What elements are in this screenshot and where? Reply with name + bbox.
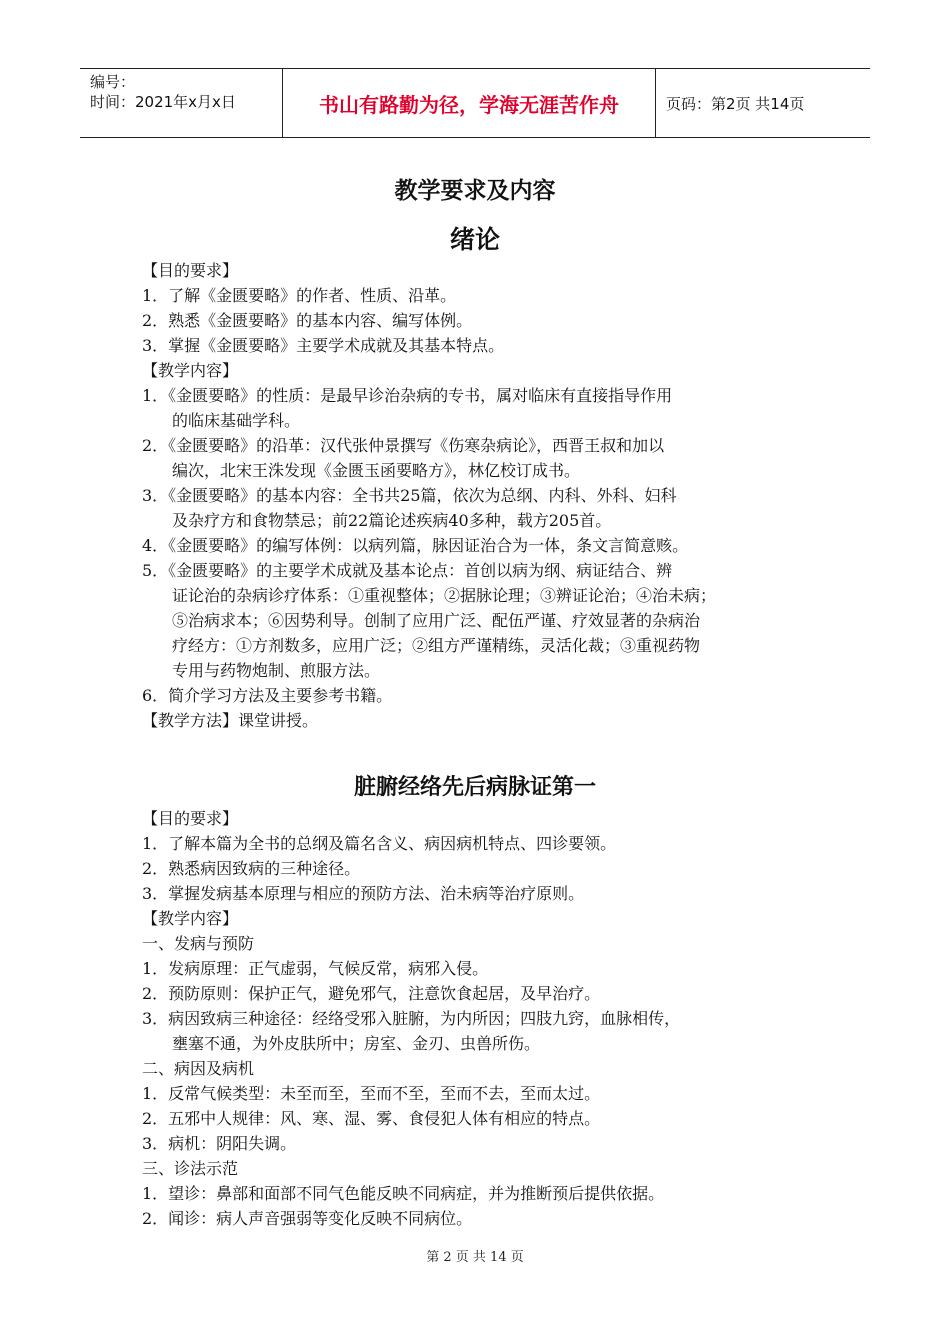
text-line: 2．五邪中人规律：风、寒、湿、雾、食侵犯人体有相应的特点。 xyxy=(142,1109,601,1128)
page-footer: 第 2 页 共 14 页 xyxy=(426,1250,524,1265)
text-line: 【教学方法】课堂讲授。 xyxy=(142,711,319,730)
header-left-cell xyxy=(80,69,283,137)
chapter1-title: 脏腑经络先后病脉证第一 xyxy=(353,775,596,800)
text-line: 壅塞不通，为外皮肤所中；房室、金刃、虫兽所伤。 xyxy=(172,1034,541,1053)
text-line: 三、诊法示范 xyxy=(142,1159,239,1178)
text-line: 2．熟悉《金匮要略》的基本内容、编写体例。 xyxy=(142,311,473,330)
text-line: 一、发病与预防 xyxy=(142,934,255,953)
text-line: ⑤治病求本；⑥因势利导。创制了应用广泛、配伍严谨、疗效显著的杂病治 xyxy=(172,611,701,630)
text-line: 1．《金匮要略》的性质：是最早诊治杂病的专书，属对临床有直接指导作用 xyxy=(142,386,673,405)
text-line: 2．《金匮要略》的沿革：汉代张仲景撰写《伤寒杂病论》，西晋王叔和加以 xyxy=(142,436,665,455)
intro-section xyxy=(142,258,822,733)
text-line: 【教学内容】 xyxy=(142,361,239,380)
text-line: 6．简介学习方法及主要参考书籍。 xyxy=(142,686,393,705)
text-line: 5．《金匮要略》的主要学术成就及基本论点：首创以病为纲、病证结合、辨 xyxy=(142,561,673,580)
text-line: 编次，北宋王洙发现《金匮玉函要略方》，林亿校订成书。 xyxy=(172,461,581,480)
chapter1-section xyxy=(142,806,822,1231)
text-line: 3．病因致病三种途径：经络受邪入脏腑，为内所因；四肢九窍，血脉相传， xyxy=(142,1009,681,1028)
header-page-info: 页码：第2页 共14页 xyxy=(666,94,805,113)
text-line: 3．《金匮要略》的基本内容：全书共25篇，依次为总纲、内科、外科、妇科 xyxy=(142,486,677,505)
intro-title: 绪论 xyxy=(449,225,500,254)
page-header xyxy=(80,68,870,138)
text-line: 4．《金匮要略》的编写体例：以病列篇，脉因证治合为一体，条文言简意赅。 xyxy=(142,536,689,555)
text-line: 1．了解《金匮要略》的作者、性质、沿革。 xyxy=(142,286,457,305)
text-line: 3．掌握《金匮要略》主要学术成就及其基本特点。 xyxy=(142,336,505,355)
text-line: 2．闻诊：病人声音强弱等变化反映不同病位。 xyxy=(142,1209,473,1228)
text-line: 3．掌握发病基本原理与相应的预防方法、治未病等治疗原则。 xyxy=(142,884,585,903)
text-line: 1．望诊：鼻部和面部不同气色能反映不同病症，并为推断预后提供依据。 xyxy=(142,1184,665,1203)
text-line: 证论治的杂病诊疗体系：①重视整体；②据脉论理；③辨证论治；④治未病； xyxy=(172,586,717,605)
text-line: 的临床基础学科。 xyxy=(172,411,301,430)
text-line: 1．了解本篇为全书的总纲及篇名含义、病因病机特点、四诊要领。 xyxy=(142,834,617,853)
text-line: 专用与药物炮制、煎服方法。 xyxy=(172,661,381,680)
code-label: 编号： xyxy=(90,73,136,91)
text-line: 2．熟悉病因致病的三种途径。 xyxy=(142,859,361,878)
text-line: 1．反常气候类型：未至而至，至而不至，至而不去，至而太过。 xyxy=(142,1084,601,1103)
date-label: 时间：2021年x月x日 xyxy=(90,93,236,111)
text-line: 3．病机：阴阳失调。 xyxy=(142,1134,297,1153)
main-title: 教学要求及内容 xyxy=(394,178,556,204)
text-line: 及杂疗方和食物禁忌；前22篇论述疾病40多种，载方205首。 xyxy=(172,511,612,530)
header-motto: 书山有路勤为径，学海无涯苦作舟 xyxy=(283,69,656,137)
text-line: 1．发病原理：正气虚弱，气候反常，病邪入侵。 xyxy=(142,959,489,978)
text-line: 【目的要求】 xyxy=(142,261,239,280)
text-line: 二、病因及病机 xyxy=(142,1059,255,1078)
text-line: 疗经方：①方剂数多，应用广泛；②组方严谨精练，灵活化裁；③重视药物 xyxy=(172,636,701,655)
text-line: 【教学内容】 xyxy=(142,909,239,928)
text-line: 【目的要求】 xyxy=(142,809,239,828)
text-line: 2．预防原则：保护正气，避免邪气，注意饮食起居，及早治疗。 xyxy=(142,984,601,1003)
